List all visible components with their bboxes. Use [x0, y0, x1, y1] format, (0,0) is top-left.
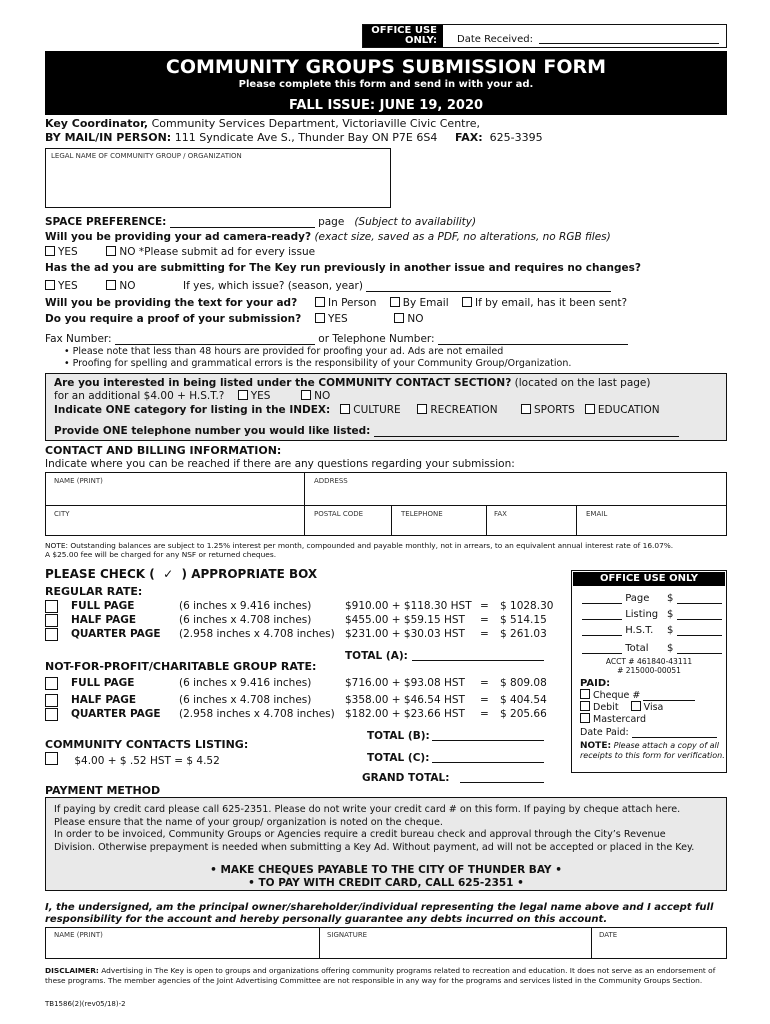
billing-telephone-field[interactable]: TELEPHONE [401, 510, 443, 518]
signature-field[interactable]: SIGNATURE [327, 931, 368, 939]
run-previously-no-checkbox[interactable] [106, 280, 116, 290]
office-use-box [571, 570, 727, 773]
rate-row: HALF PAGE (6 inches x 4.708 inches) $455.00 + $59.15 HST = $ 514.15 [45, 614, 555, 628]
payment-box [45, 797, 727, 891]
listed-phone-row: Provide ONE telephone number you would like listed: [54, 425, 679, 437]
office-use-header [362, 24, 727, 48]
rate-row: QUARTER PAGE (2.958 inches x 4.708 inches) $182.00 + $23.66 HST = $ 205.66 [45, 708, 555, 722]
billing-table [45, 472, 727, 536]
account-number-2: # 215000-00051 [617, 666, 681, 675]
mastercard-row: Mastercard [580, 713, 646, 725]
proofing-note-1: • Please note that less than 48 hours are provided for proofing your ad. Ads are not emailed [64, 346, 504, 357]
disclaimer: DISCLAIMER: Advertising in The Key is open to groups and organizations offering community programs related to recreation and education. It does not serve as an endorsement of these programs. The member agencies of the Joint Advertising Committee are not responsible in any way for the programs and services listed in the Community Groups Section. [45, 966, 716, 985]
which-issue-row: If yes, which issue? (season, year) [183, 280, 611, 292]
rate-row: FULL PAGE (6 inches x 9.416 inches) $910.00 + $118.30 HST = $ 1028.30 [45, 600, 555, 614]
mastercard-checkbox[interactable] [580, 713, 590, 723]
office-total-amount: $ [667, 643, 722, 654]
credit-card-call: • TO PAY WITH CREDIT CARD, CALL 625-2351 • [248, 877, 524, 889]
nfp-rate-rows [45, 677, 555, 722]
date-paid-row: Date Paid: [580, 727, 717, 738]
fax-line: FAX: 625-3395 [455, 131, 543, 144]
interest-note: NOTE: Outstanding balances are subject to 1.25% interest per month, compounded and payable monthly, not in arrears, to an equivalent annual interest rate of 16.07%. [45, 541, 674, 550]
community-contact-box [45, 373, 727, 441]
billing-postal-field[interactable]: POSTAL CODE [314, 510, 364, 518]
regular-rate-rows [45, 600, 555, 642]
nfp-quarter-page-checkbox[interactable] [45, 708, 58, 721]
payment-heading: PAYMENT METHOD [45, 784, 161, 797]
office-note: NOTE: Please attach a copy of all receipts to this form for verification. [580, 741, 725, 760]
listed-phone-field[interactable] [374, 427, 679, 437]
community-contact-yes-checkbox[interactable] [238, 390, 248, 400]
grand-total-label: GRAND TOTAL: [362, 772, 450, 784]
run-previously-yes-checkbox[interactable] [45, 280, 55, 290]
proof-options: YES NO [315, 313, 424, 325]
checkmark-icon: ✓ [163, 567, 174, 581]
billing-email-field[interactable]: EMAIL [586, 510, 608, 518]
regular-rate-heading: REGULAR RATE: [45, 585, 143, 598]
nfp-full-page-checkbox[interactable] [45, 677, 58, 690]
office-page-amount: $ [667, 593, 722, 604]
nsf-note: A $25.00 fee will be charged for any NSF or returned cheques. [45, 550, 277, 559]
total-b-label: TOTAL (B): [367, 730, 430, 742]
paid-label: PAID: [580, 678, 611, 689]
rate-row: QUARTER PAGE (2.958 inches x 4.708 inches) $231.00 + $30.03 HST = $ 261.03 [45, 628, 555, 642]
community-contact-question: Are you interested in being listed under the COMMUNITY CONTACT SECTION? (located on the last page) [54, 377, 651, 389]
cc-listing-checkbox[interactable] [45, 752, 58, 765]
form-title: COMMUNITY GROUPS SUBMISSION FORM [165, 56, 607, 78]
account-number-1: ACCT # 461840-43111 [605, 657, 693, 666]
run-previously-question: Has the ad you are submitting for The Key run previously in another issue and requires no changes? [45, 262, 641, 274]
visa-checkbox[interactable] [631, 701, 641, 711]
date-received-label: Date Received: [457, 34, 533, 45]
email-sent-checkbox[interactable] [462, 297, 472, 307]
cheque-checkbox[interactable] [580, 689, 590, 699]
providing-text-options: In Person By Email If by email, has it been sent? [315, 297, 627, 309]
legal-name-field[interactable]: LEGAL NAME OF COMMUNITY GROUP / ORGANIZATION [45, 148, 391, 208]
sports-checkbox[interactable] [521, 404, 531, 414]
form-code: TB1586(2)(rev05/18)-2 [45, 1000, 126, 1008]
camera-ready-row: Will you be providing your ad camera-ready? (exact size, saved as a PDF, no alterations, no RGB files) [45, 231, 611, 243]
rate-row: FULL PAGE (6 inches x 9.416 inches) $716.00 + $93.08 HST = $ 809.08 [45, 677, 555, 694]
form-subtitle: Please complete this form and send in with your ad. [238, 79, 534, 90]
nfp-rate-heading: NOT-FOR-PROFIT/CHARITABLE GROUP RATE: [45, 660, 317, 673]
regular-half-page-checkbox[interactable] [45, 614, 58, 627]
debit-visa-row: Debit Visa [580, 701, 663, 713]
office-listing-amount: $ [667, 609, 722, 620]
total-a-label: TOTAL (A): [345, 650, 408, 662]
cc-listing-heading: COMMUNITY CONTACTS LISTING: [45, 738, 249, 751]
billing-fax-field[interactable]: FAX [494, 510, 507, 518]
space-preference-row: SPACE PREFERENCE: page (Subject to availability) [45, 216, 477, 228]
total-c-field[interactable] [432, 752, 544, 763]
cheques-payable: • MAKE CHEQUES PAYABLE TO THE CITY OF THUNDER BAY • [210, 864, 562, 876]
space-preference-field[interactable] [170, 218, 315, 228]
cheque-row: Cheque # [580, 689, 695, 701]
proof-question: Do you require a proof of your submission? [45, 313, 302, 325]
cc-listing-row: $4.00 + $ .52 HST = $ 4.52 [45, 752, 220, 767]
regular-quarter-page-checkbox[interactable] [45, 628, 58, 641]
signature-table [45, 927, 727, 959]
check-heading: PLEASE CHECK ( ✓ ) APPROPRIATE BOX [45, 567, 318, 581]
providing-text-question: Will you be providing the text for your ad? [45, 297, 298, 309]
category-row: Indicate ONE category for listing in the INDEX: CULTURE RECREATION SPORTS EDUCATION [54, 404, 660, 416]
fax-phone-row: Fax Number: or Telephone Number: [45, 333, 628, 345]
office-use-heading: OFFICE USE ONLY [573, 572, 725, 586]
mail-line: BY MAIL/IN PERSON: 111 Syndicate Ave S., Thunder Bay ON P7E 6S4 [45, 131, 438, 144]
grand-total-field[interactable] [460, 772, 544, 783]
which-issue-field[interactable] [366, 282, 611, 292]
office-listing-row: Listing [582, 609, 658, 620]
camera-ready-no-checkbox[interactable] [106, 246, 116, 256]
billing-instructions: Indicate where you can be reached if there are any questions regarding your submission: [45, 458, 515, 470]
camera-ready-yes-checkbox[interactable] [45, 246, 55, 256]
date-received-field[interactable] [539, 33, 719, 44]
billing-address-field[interactable]: ADDRESS [314, 477, 348, 485]
billing-name-field[interactable]: NAME (PRINT) [54, 477, 103, 485]
community-contact-no-checkbox[interactable] [301, 390, 311, 400]
billing-heading: CONTACT AND BILLING INFORMATION: [45, 444, 282, 457]
rate-row: HALF PAGE (6 inches x 4.708 inches) $358.00 + $46.54 HST = $ 404.54 [45, 694, 555, 708]
payment-text: If paying by credit card please call 625-2351. Please do not write your credit card # on this form. If paying by cheque attach here. Please ensure that the name of your group/ organization is noted on the cheque. In order to be invoiced, Community Groups or Agencies require a credit bureau check and approval through the City’s Revenue Division. Otherwise prepayment is needed when submitting a Key Ad. Without payment, ad will not be accepted or placed in the Key. [54, 804, 695, 853]
office-total-row: Total [582, 643, 649, 654]
by-email-checkbox[interactable] [390, 297, 400, 307]
signer-name-field[interactable]: NAME (PRINT) [54, 931, 103, 939]
office-use-label: OFFICE USE ONLY: [363, 25, 443, 47]
telephone-number-field[interactable] [438, 335, 628, 345]
office-hst-row: H.S.T. [582, 625, 653, 636]
in-person-checkbox[interactable] [315, 297, 325, 307]
billing-city-field[interactable]: CITY [54, 510, 70, 518]
total-c-label: TOTAL (C): [367, 752, 430, 764]
issue-date: FALL ISSUE: JUNE 19, 2020 [288, 98, 484, 113]
education-checkbox[interactable] [585, 404, 595, 414]
debit-checkbox[interactable] [580, 701, 590, 711]
office-page-row: Page [582, 593, 649, 604]
camera-ready-options: YES NO *Please submit ad for every issue [45, 246, 315, 258]
community-contact-additional: for an additional $4.00 + H.S.T.? YES NO [54, 390, 331, 402]
total-b-field[interactable] [432, 730, 544, 741]
recreation-checkbox[interactable] [417, 404, 427, 414]
run-previously-options: YES NO [45, 280, 136, 292]
guarantee-statement: I, the undersigned, am the principal owner/shareholder/individual representing the legal name above and I accept full responsibility for the account and hereby personally guarantee any debts incurred on this account. [45, 902, 714, 925]
regular-full-page-checkbox[interactable] [45, 600, 58, 613]
proof-no-checkbox[interactable] [394, 313, 404, 323]
proofing-note-2: • Proofing for spelling and grammatical errors is the responsibility of your Community Group/Organization. [64, 358, 572, 369]
office-hst-amount: $ [667, 625, 722, 636]
fax-number-field[interactable] [115, 335, 315, 345]
title-banner [45, 51, 727, 115]
culture-checkbox[interactable] [340, 404, 350, 414]
total-a-field[interactable] [412, 650, 544, 661]
nfp-half-page-checkbox[interactable] [45, 694, 58, 707]
coordinator-line: Key Coordinator, Community Services Department, Victoriaville Civic Centre, [45, 117, 481, 130]
proof-yes-checkbox[interactable] [315, 313, 325, 323]
signature-date-field[interactable]: DATE [599, 931, 618, 939]
